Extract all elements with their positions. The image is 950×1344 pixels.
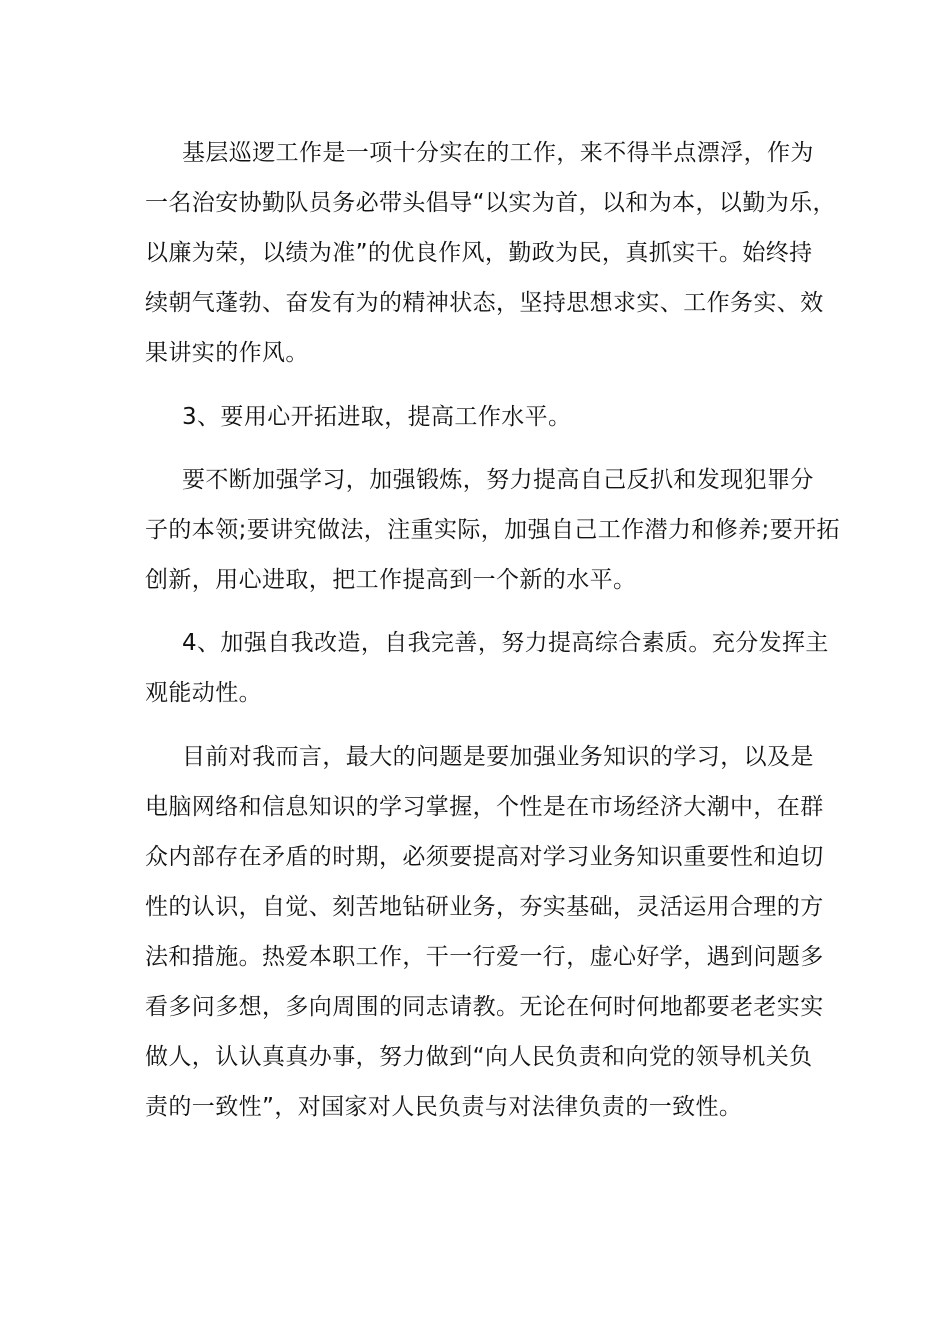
paragraph-5-line-6: 看多问多想，多向周围的同志请教。无论在何时何地都要老老实实: [145, 994, 824, 1020]
paragraph-5-line-7: 做人，认认真真办事，努力做到“向人民负责和向党的领导机关负: [145, 1044, 813, 1070]
paragraph-2-line-1: 3、要用心开拓进取，提高工作水平。: [182, 404, 572, 430]
paragraph-3-line-2: 子的本领;要讲究做法，注重实际，加强自己工作潜力和修养;要开拓: [145, 517, 840, 543]
paragraph-5-line-1: 目前对我而言，最大的问题是要加强业务知识的学习，以及是: [182, 744, 814, 770]
paragraph-5-line-2: 电脑网络和信息知识的学习掌握，个性是在市场经济大潮中，在群: [145, 794, 824, 820]
paragraph-4-line-1: 4、加强自我改造，自我完善，努力提高综合素质。充分发挥主: [182, 630, 829, 656]
paragraph-1-line-1: 基层巡逻工作是一项十分实在的工作，来不得半点漂浮，作为: [182, 140, 814, 166]
paragraph-1-line-5: 果讲实的作风。: [145, 340, 309, 366]
paragraph-4-line-2: 观能动性。: [145, 680, 262, 706]
paragraph-5-line-3: 众内部存在矛盾的时期，必须要提高对学习业务知识重要性和迫切: [145, 844, 824, 870]
paragraph-3-line-1: 要不断加强学习，加强锻炼，努力提高自己反扒和发现犯罪分: [182, 467, 814, 493]
paragraph-5-line-8: 责的一致性”，对国家对人民负责与对法律负责的一致性。: [145, 1094, 743, 1120]
paragraph-5-line-5: 法和措施。热爱本职工作，干一行爱一行，虚心好学，遇到问题多: [145, 944, 824, 970]
paragraph-1-line-2: 一名治安协勤队员务必带头倡导“以实为首，以和为本，以勤为乐，: [145, 190, 836, 216]
paragraph-5-line-4: 性的认识，自觉、刻苦地钻研业务，夯实基础，灵活运用合理的方: [145, 894, 824, 920]
paragraph-1-line-3: 以廉为荣，以绩为准”的优良作风，勤政为民，真抓实干。始终持: [145, 240, 813, 266]
paragraph-3-line-3: 创新，用心进取，把工作提高到一个新的水平。: [145, 567, 637, 593]
paragraph-1-line-4: 续朝气蓬勃、奋发有为的精神状态，坚持思想求实、工作务实、效: [145, 290, 824, 316]
